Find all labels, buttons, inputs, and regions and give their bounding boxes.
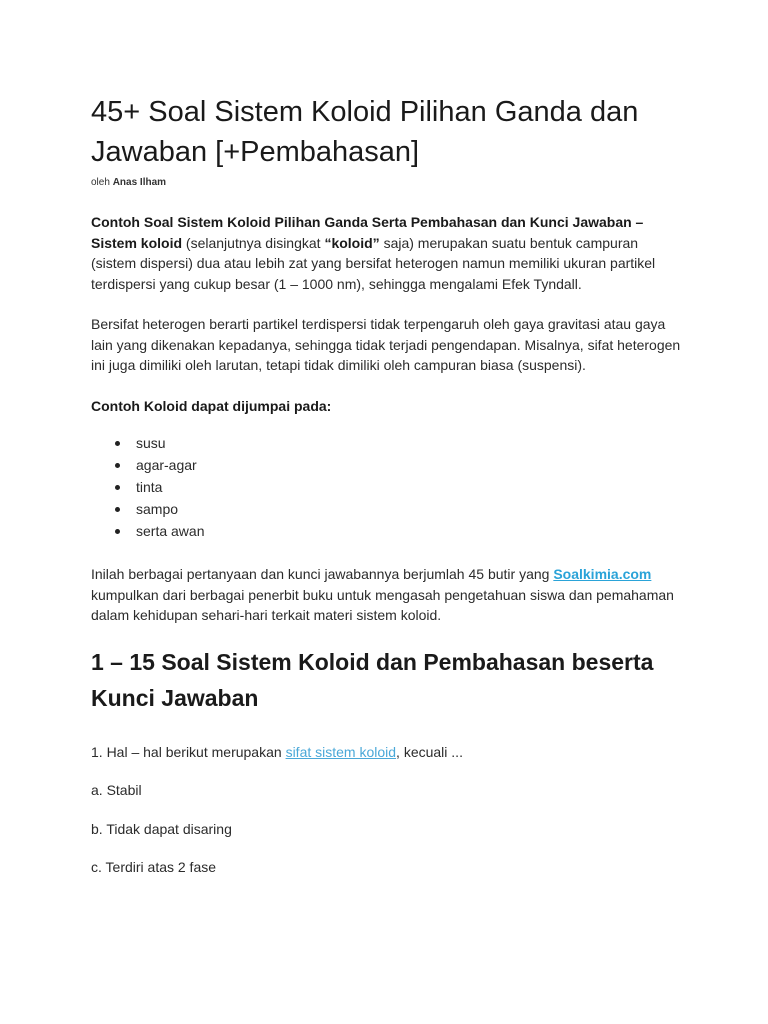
examples-list bbox=[91, 432, 681, 542]
intro-bold-term: “koloid” bbox=[324, 234, 380, 251]
byline bbox=[91, 176, 681, 190]
list-item: susu bbox=[136, 432, 681, 454]
source-paragraph bbox=[91, 564, 681, 626]
answer-option-c: c. Terdiri atas 2 fase bbox=[91, 859, 217, 875]
source-text-a: Inilah berbagai pertanyaan dan kunci jawabannya berjumlah 45 butir yang bbox=[91, 566, 554, 582]
heterogen-paragraph: Bersifat heterogen berarti partikel terdispersi tidak terpengaruh oleh gaya gravitasi atau gaya lain yang dikenakan kepadanya, sehingga tidak terjadi pengendapan. Misalnya, sifat heterogen ini juga dimiliki oleh larutan, tetapi tidak dimiliki oleh campuran biasa (suspensi). bbox=[91, 316, 681, 373]
examples-heading bbox=[91, 396, 681, 417]
question-1 bbox=[91, 742, 681, 763]
intro-bold-lead: Contoh Soal Sistem Koloid Pilihan Ganda Serta Pembahasan dan Kunci Jawaban – Sistem koloid bbox=[91, 214, 644, 251]
byline-author: Anas Ilham bbox=[112, 177, 167, 188]
soalkimia-link[interactable]: Soalkimia.com bbox=[553, 566, 652, 582]
section-heading: 1 – 15 Soal Sistem Koloid dan Pembahasan beserta Kunci Jawaban bbox=[91, 648, 654, 711]
list-item: serta awan bbox=[136, 520, 681, 542]
answer-option-a: a. Stabil bbox=[91, 782, 142, 798]
list-item: tinta bbox=[136, 476, 681, 498]
source-text-b: kumpulkan dari berbagai penerbit buku untuk mengasah pengetahuan siswa dan pemahaman dalam kehidupan sehari-hari terkait materi sistem koloid. bbox=[91, 586, 674, 623]
examples-heading-text: Contoh Koloid dapat dijumpai pada: bbox=[91, 397, 332, 414]
intro-paragraph bbox=[91, 212, 681, 294]
question-text-a: 1. Hal – hal berikut merupakan bbox=[91, 743, 286, 760]
byline-prefix: oleh bbox=[91, 177, 110, 188]
question-text-b: , kecuali ... bbox=[396, 743, 463, 760]
article-title: 45+ Soal Sistem Koloid Pilihan Ganda dan Jawaban [+Pembahasan] bbox=[91, 96, 639, 168]
article-content bbox=[91, 92, 681, 878]
intro-text-b: saja) merupakan suatu bentuk campuran (sistem dispersi) dua atau lebih zat yang bersifat heterogen namun memiliki ukuran partikel terdispersi yang cukup besar (1 – 1000 nm), sehingga mengalami Efek Tyndall. bbox=[91, 234, 656, 292]
sifat-sistem-koloid-link[interactable]: sifat sistem koloid bbox=[285, 743, 397, 760]
list-item: sampo bbox=[136, 498, 681, 520]
list-item: agar-agar bbox=[136, 454, 681, 476]
answer-option-b: b. Tidak dapat disaring bbox=[91, 820, 232, 837]
intro-text-a: (selanjutnya disingkat bbox=[182, 234, 325, 251]
